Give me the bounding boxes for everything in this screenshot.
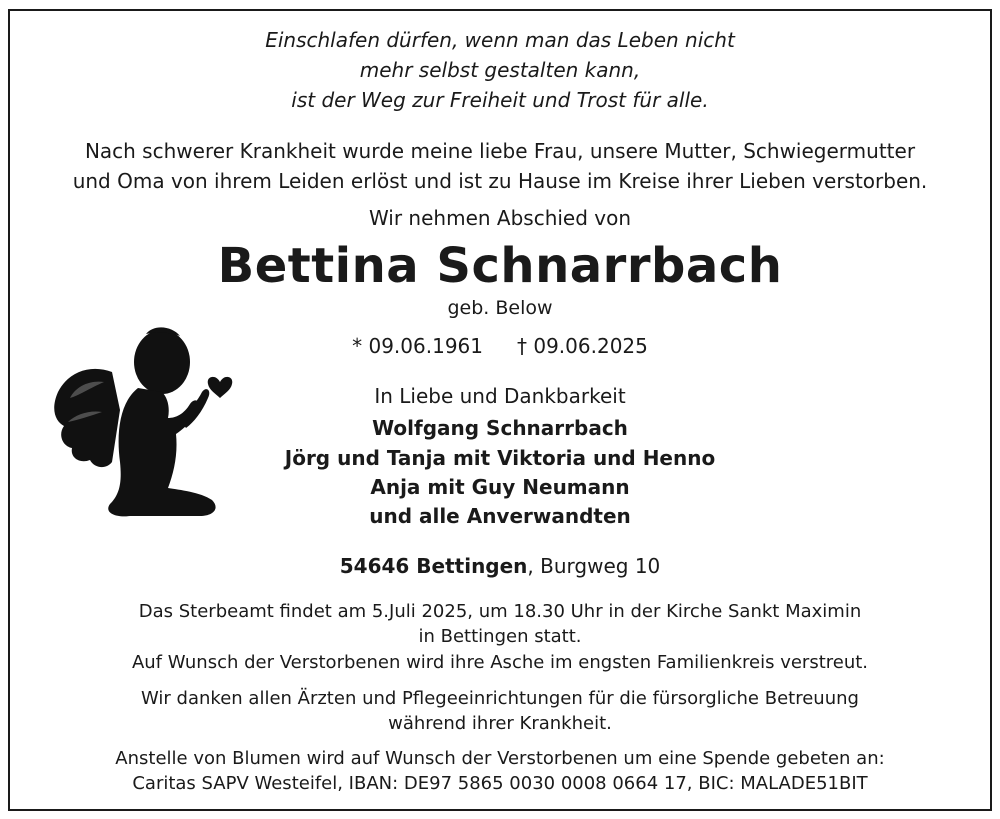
- death-date: † 09.06.2025: [517, 334, 648, 358]
- birth-date: * 09.06.1961: [352, 334, 483, 358]
- family-address: [0, 554, 1000, 578]
- intro-line-2: und Oma von ihrem Leiden erlöst und ist zu Hause im Kreise ihrer Lieben verstorben.: [72, 169, 928, 193]
- thanks-line-1: Wir danken allen Ärzten und Pflegeeinrichtungen für die fürsorgliche Betreuung: [141, 688, 859, 709]
- maiden-name: geb. Below: [447, 297, 553, 319]
- mourner-name: Jörg und Tanja mit Viktoria und Henno: [284, 446, 716, 470]
- poem-line-1: Einschlafen dürfen, wenn man das Leben nicht: [265, 28, 735, 52]
- intro-line-1: Nach schwerer Krankheit wurde meine liebe Frau, unsere Mutter, Schwiegermutter: [84, 139, 916, 163]
- deceased-name: Bettina Schnarrbach: [217, 238, 783, 294]
- donation-line-1: Anstelle von Blumen wird auf Wunsch der Verstorbenen um eine Spende gebeten an:: [115, 748, 885, 769]
- mourner-name: Wolfgang Schnarrbach: [372, 416, 628, 440]
- poem-line-3: ist der Weg zur Freiheit und Trost für alle.: [291, 88, 709, 112]
- service-info-line-2: in Bettingen statt.: [418, 626, 582, 647]
- poem-line-2: mehr selbst gestalten kann,: [359, 58, 641, 82]
- farewell-text: Wir nehmen Abschied von: [368, 206, 632, 230]
- mourner-name: Anja mit Guy Neumann: [370, 475, 630, 499]
- address-city: 54646 Bettingen: [339, 554, 528, 578]
- ashes-info: Auf Wunsch der Verstorbenen wird ihre Asche im engsten Familienkreis verstreut.: [131, 652, 869, 673]
- thanks-line-2: während ihrer Krankheit.: [388, 713, 612, 734]
- mourners-intro: In Liebe und Dankbarkeit: [374, 384, 626, 408]
- mourner-name: und alle Anverwandten: [369, 504, 631, 528]
- donation-line-2: Caritas SAPV Westeifel, IBAN: DE97 5865 0030 0008 0664 17, BIC: MALADE51BIT: [132, 773, 868, 794]
- service-info-line-1: Das Sterbeamt findet am 5.Juli 2025, um 18.30 Uhr in der Kirche Sankt Maximin: [138, 601, 862, 622]
- address-street: , Burgweg 10: [527, 554, 661, 578]
